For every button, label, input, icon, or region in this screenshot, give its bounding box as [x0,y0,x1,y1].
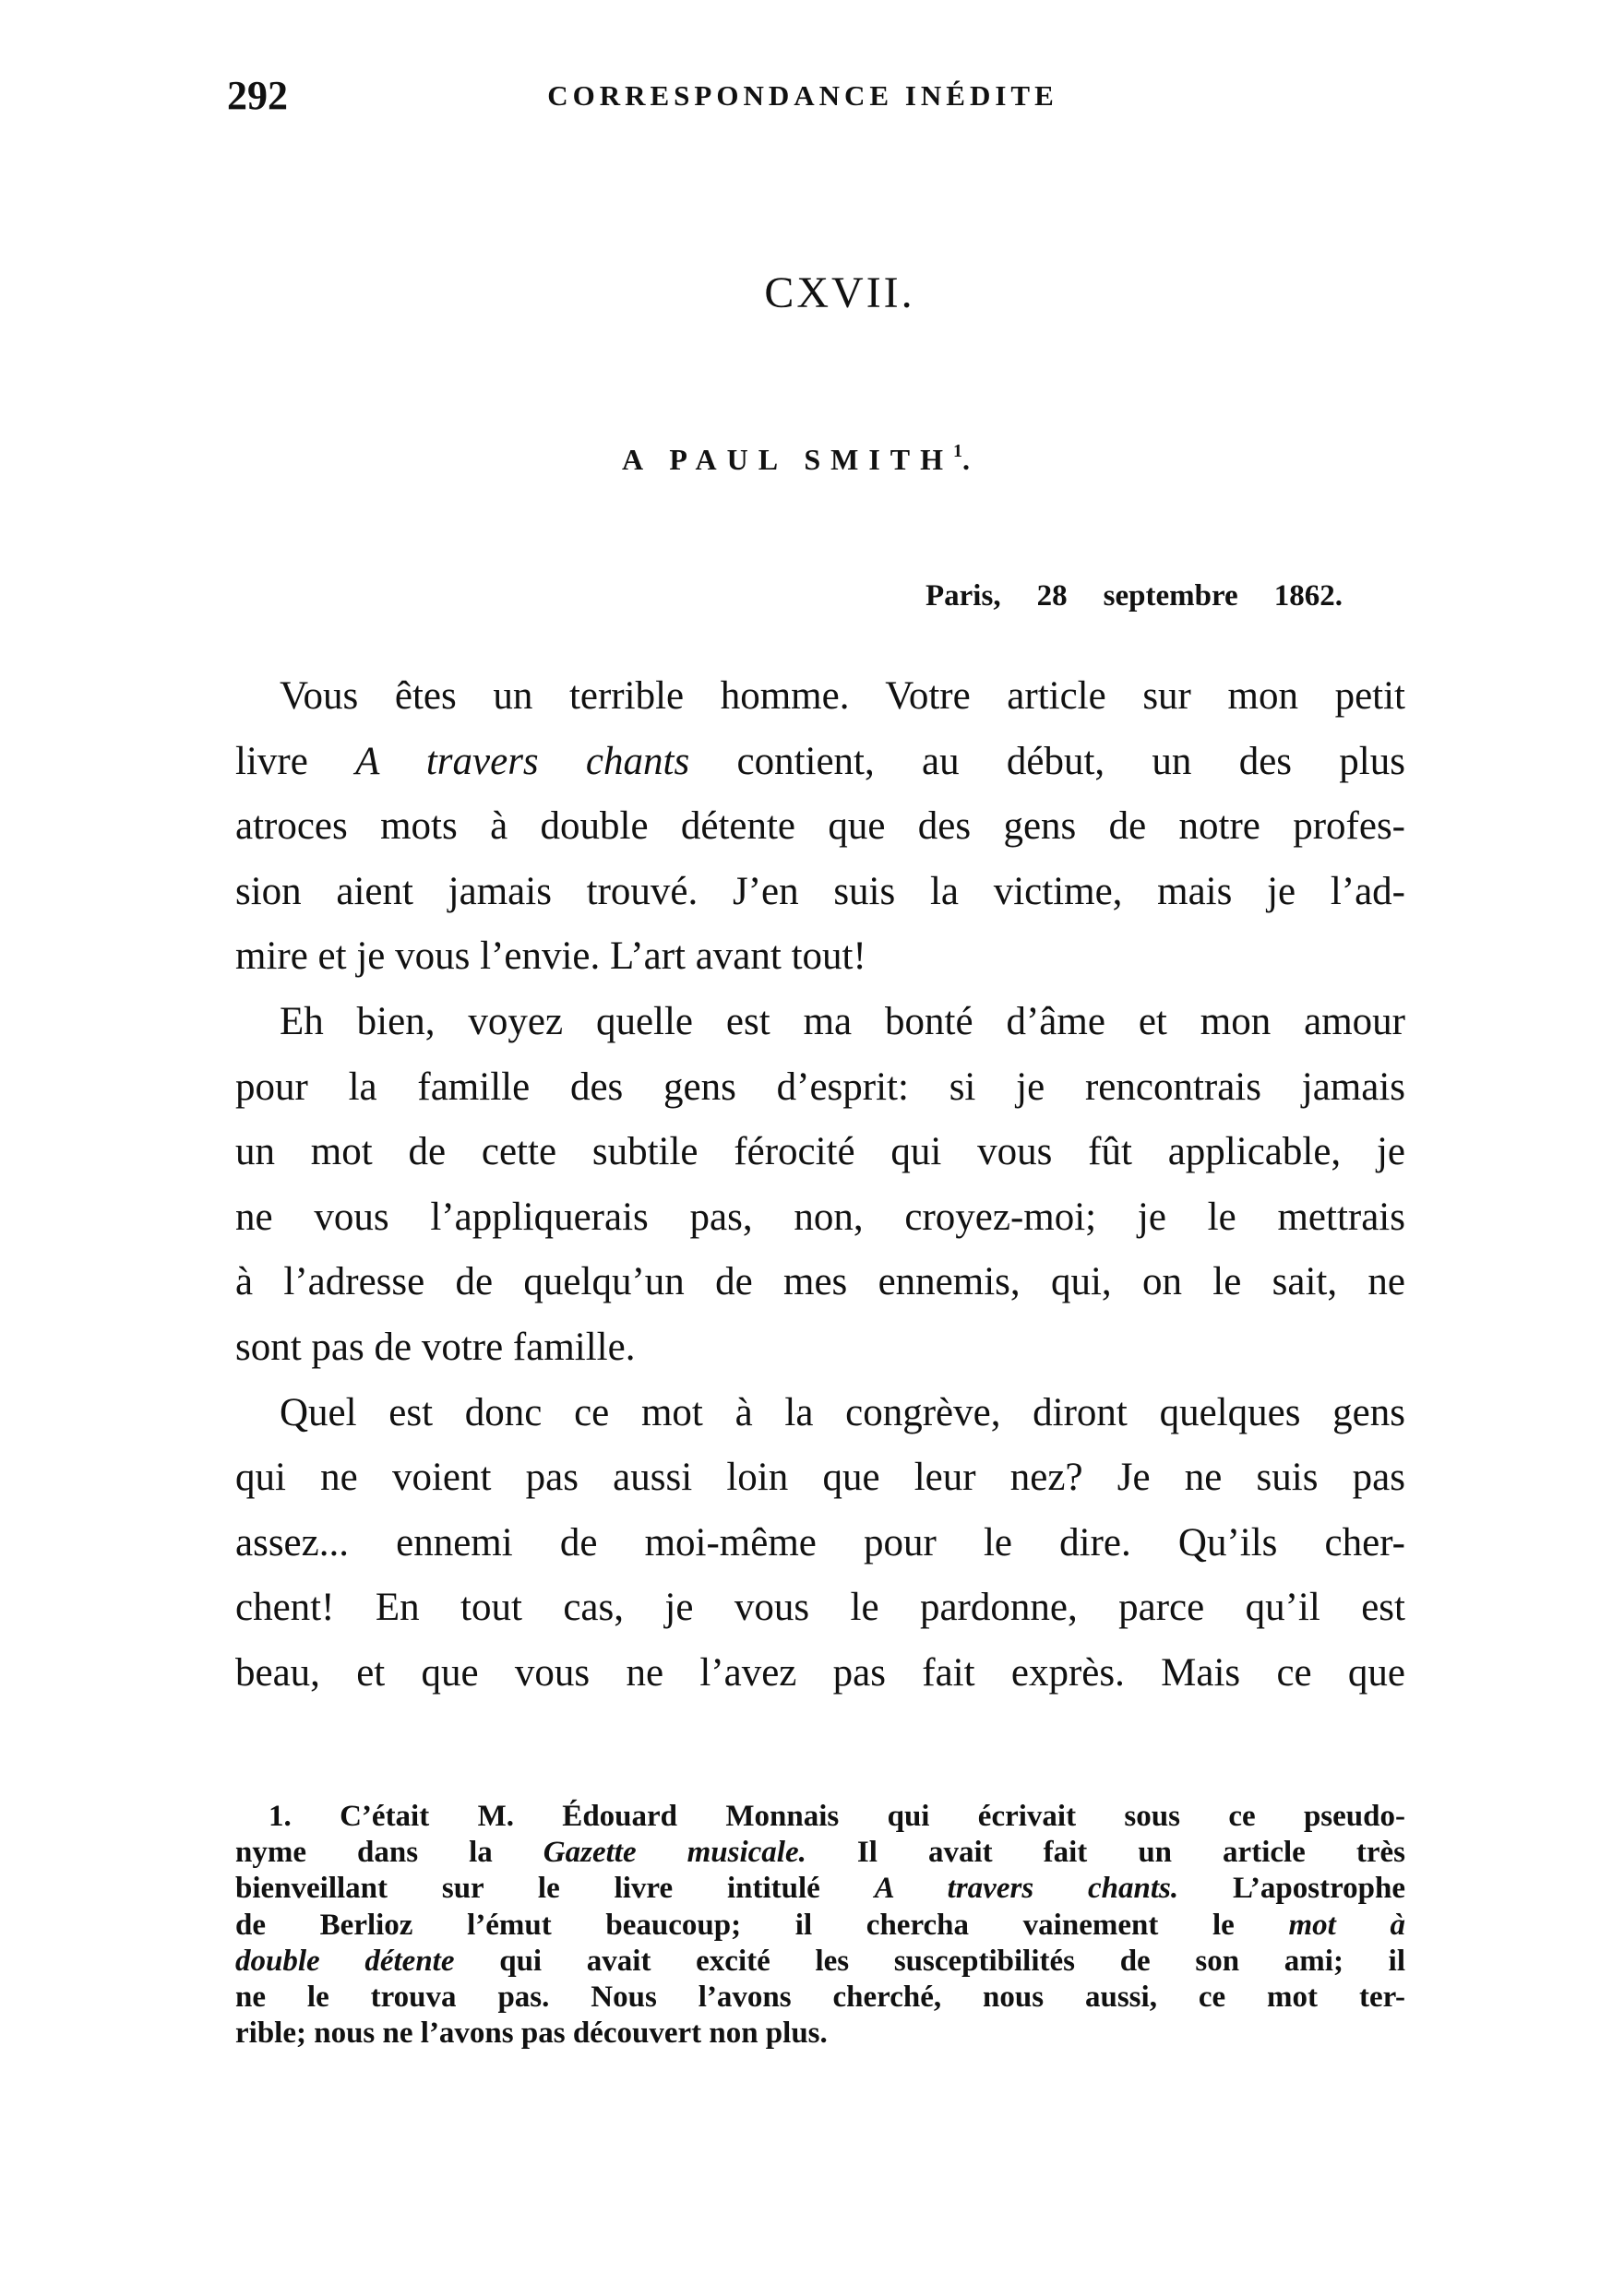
footnote-line [235,1835,1405,1871]
footnote-line [235,1980,1405,2016]
body-line [235,1641,1405,1707]
text-segment: contient, au début, un des plus [689,739,1405,783]
body-line [235,794,1405,860]
text-segment: nyme dans la [235,1836,543,1870]
text-segment: Quel est donc ce mot à la congrève, diront quelques gens [280,1390,1405,1434]
letter-recipient [622,441,980,477]
text-segment: à l’adresse de quelqu’un de mes ennemis, qui, on le sait, ne [235,1260,1405,1304]
italic-text: Gazette musicale. [543,1836,806,1870]
footnote-line [235,1908,1405,1944]
text-segment: Il avait fait un article très [806,1836,1405,1870]
body-line [235,1120,1405,1185]
body-line [235,1381,1405,1446]
text-segment: 1. C’était M. Édouard Monnais qui écrivait sous ce pseudo- [269,1800,1405,1833]
text-segment: beau, et que vous ne l’avez pas fait exprès. Mais ce que [235,1650,1405,1695]
text-segment: assez... ennemi de moi-même pour le dire. Qu’ils cher- [235,1520,1405,1564]
body-line [235,1445,1405,1511]
text-segment: livre [235,739,356,783]
italic-text: A travers chants [355,739,690,783]
text-segment: Vous êtes un terrible homme. Votre article sur mon petit [280,674,1405,718]
text-segment: qui ne voient pas aussi loin que leur nez? Je ne suis pas [235,1456,1405,1500]
footnote-line [235,2016,1405,2052]
letter-number: CXVII. [764,268,915,317]
text-segment: ne vous l’appliquerais pas, non, croyez-moi; je le mettrais [235,1195,1405,1239]
italic-text: double détente [235,1944,455,1978]
footnote-line [235,1944,1405,1980]
text-segment: de Berlioz l’émut beaucoup; il chercha vainement le [235,1908,1289,1942]
text-segment: sont pas de votre famille. [235,1325,636,1369]
text-segment: mire et je vous l’envie. L’art avant tout! [235,934,866,979]
text-segment: Eh bien, voyez quelle est ma bonté d’âme et mon amour [280,999,1405,1043]
text-segment: un mot de cette subtile férocité qui vous fût applicable, je [235,1130,1405,1174]
body-line [235,1055,1405,1121]
footnote-line [235,1871,1405,1907]
text-segment: pour la famille des gens d’esprit: si je rencontrais jamais [235,1065,1405,1109]
footnote-line [235,1799,1405,1835]
page-number: 292 [227,73,288,118]
text-segment: sion aient jamais trouvé. J’en suis la victime, mais je l’ad- [235,869,1405,913]
text-segment: bienveillant sur le livre intitulé [235,1872,875,1906]
italic-text: A travers chants. [874,1872,1179,1906]
body-line [235,1511,1405,1576]
body-line [235,990,1405,1055]
text-segment: rible; nous ne l’avons pas découvert non plus. [235,2016,828,2051]
letter-body [235,664,1405,1707]
body-line [235,860,1405,925]
running-title: CORRESPONDANCE INÉDITE [547,79,1058,112]
footnote [235,1799,1405,2052]
text-segment: atroces mots à double détente que des gens de notre profes- [235,804,1405,849]
recipient-name: A PAUL SMITH [622,443,953,476]
body-line [235,1250,1405,1315]
body-line [235,664,1405,730]
body-line [235,1185,1405,1251]
footnote-reference: 1 [953,441,962,461]
body-line [235,1576,1405,1641]
text-segment: ne le trouva pas. Nous l’avons cherché, nous aussi, ce mot ter- [235,1981,1405,2015]
recipient-period: . [962,443,980,476]
italic-text: mot à [1288,1908,1405,1942]
text-segment: qui avait excité les susceptibilités de son ami; il [454,1944,1405,1978]
body-line [235,1315,1405,1381]
text-segment: chent! En tout cas, je vous le pardonne, parce qu’il est [235,1586,1405,1630]
body-line [235,924,1405,990]
body-line [235,730,1405,795]
dateline: Paris, 28 septembre 1862. [925,579,1343,613]
text-segment: L’apostrophe [1178,1872,1406,1906]
